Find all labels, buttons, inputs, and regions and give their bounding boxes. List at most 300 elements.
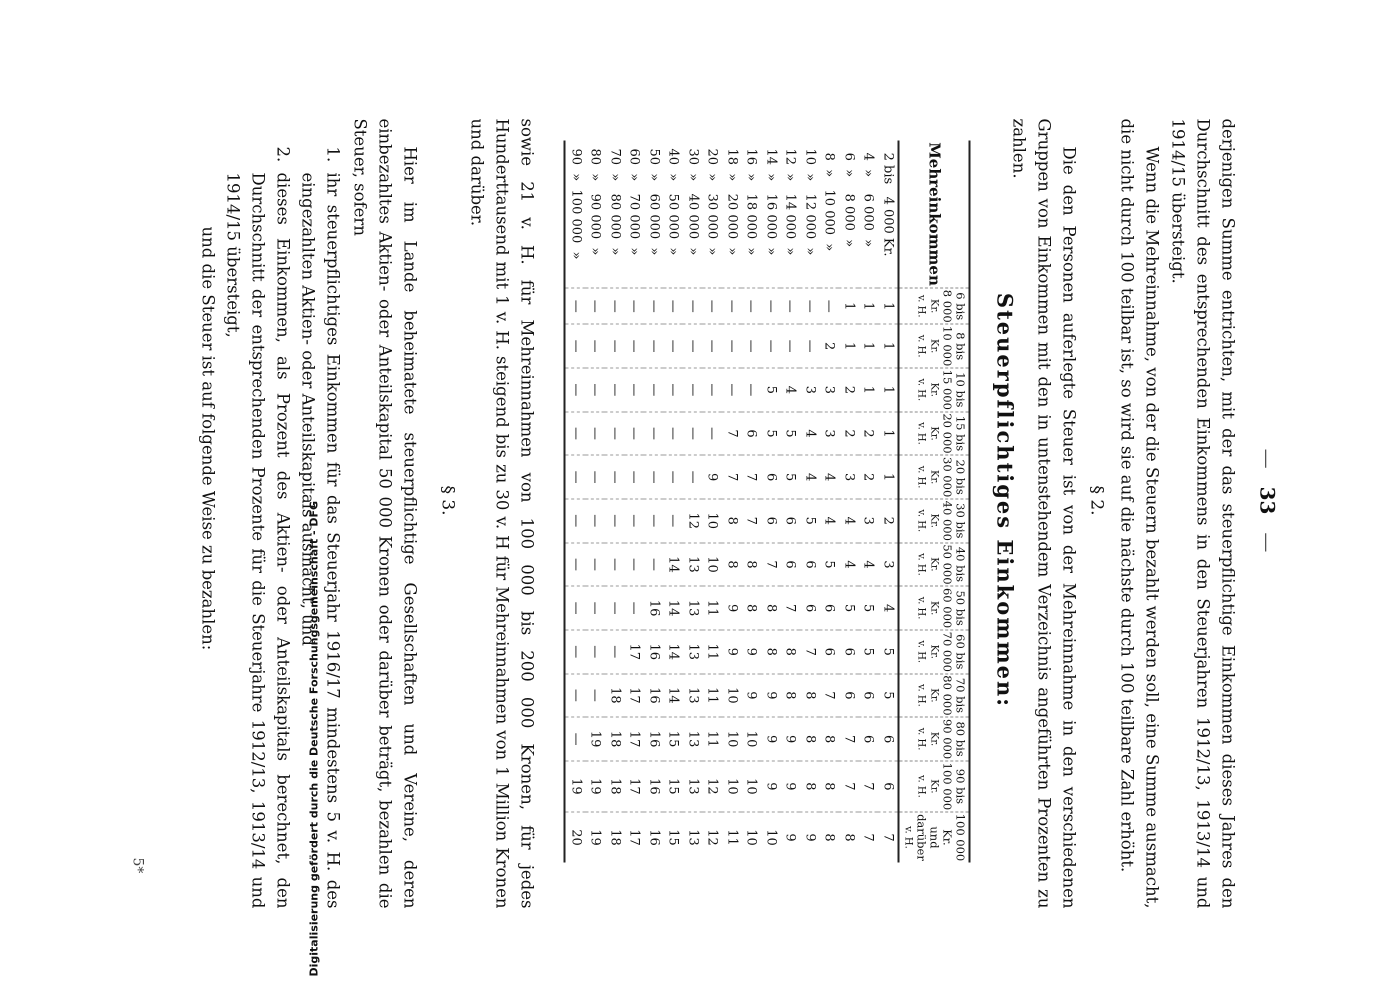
rate-cell: 16 [644, 761, 664, 812]
rate-cell: 1 [878, 368, 899, 412]
table-row [625, 141, 645, 863]
rate-cell: 6 [742, 412, 762, 456]
rate-cell: 16 [644, 812, 664, 863]
table-body [565, 141, 899, 863]
rate-cell: — [664, 368, 684, 412]
rate-cell: — [664, 288, 684, 324]
rate-cell: 6 [761, 499, 781, 543]
rate-cell: — [664, 455, 684, 499]
table-row [644, 141, 664, 863]
column-percent-label: v. H. [915, 727, 927, 751]
rate-cell: 7 [781, 586, 801, 630]
row-label: 30 » 40 000 » [685, 148, 701, 256]
column-range: 60 bis 70 000 [940, 631, 968, 672]
rate-cell: 6 [800, 543, 820, 587]
rate-cell: 3 [820, 368, 840, 412]
column-unit: Kr. [928, 513, 940, 528]
rate-cell: — [586, 324, 606, 368]
rate-cell: 2 [839, 412, 859, 456]
item-2-number: 2. [273, 146, 293, 163]
rate-cell: 17 [625, 761, 645, 812]
section-2-text: Die den Personen auferlegte Steuer ist von der Mehreinnahme in den verschiedenen Gruppen von Einkommen mit den in untenstehendem Verzeichnis angeführten Prozenten zu zahlen. [1009, 118, 1079, 909]
rate-cell: 4 [839, 543, 859, 587]
rate-cell: 5 [800, 499, 820, 543]
rate-cell: — [644, 324, 664, 368]
rate-cell: 9 [781, 717, 801, 761]
rate-cell: — [565, 412, 586, 456]
rate-cell: — [683, 368, 703, 412]
column-range: 20 bis 30 000 [940, 457, 968, 498]
rate-cell: — [664, 324, 684, 368]
rate-cell: 7 [800, 630, 820, 674]
rate-cell: — [586, 674, 606, 718]
column-unit: Kr. [928, 779, 940, 794]
column-unit: Kr. [928, 600, 940, 616]
rate-cell: 8 [722, 543, 742, 587]
rate-cell: 2 [878, 499, 899, 543]
rate-cell: — [800, 288, 820, 324]
rate-cell: 14 [664, 674, 684, 718]
rate-cell: — [722, 288, 742, 324]
column-range: 10 bis 15 000 [940, 369, 968, 410]
rate-cell: 9 [800, 812, 820, 863]
column-percent-label: v. H. [915, 509, 927, 533]
rate-cell: 4 [820, 455, 840, 499]
row-label: 18 » 20 000 » [724, 148, 740, 256]
column-header [899, 455, 970, 499]
table-row [742, 141, 762, 863]
rate-cell: 10 [703, 543, 723, 587]
rate-cell: 5 [878, 630, 899, 674]
column-range: 50 bis 60 000 [940, 587, 968, 629]
rate-cell: 18 [605, 717, 625, 761]
rate-cell: 15 [664, 717, 684, 761]
rate-cell: — [586, 368, 606, 412]
rate-cell: 8 [742, 586, 762, 630]
row-label: 10 » 12 000 » [802, 148, 818, 256]
table-row [800, 141, 820, 863]
rate-cell: 20 [565, 812, 586, 863]
column-range: 40 bis 50 000 [940, 544, 968, 585]
table-row [722, 141, 742, 863]
rate-cell: 18 [605, 674, 625, 718]
rate-cell: — [722, 368, 742, 412]
row-label: 12 » 14 000 » [782, 148, 798, 256]
rate-cell: — [565, 324, 586, 368]
rate-cell: — [625, 288, 645, 324]
rate-cell: 8 [820, 761, 840, 812]
column-range: 8 bis 10 000 [940, 326, 968, 367]
intro-paragraph-1: derjenigen Summe entrichten, mit der das steuerpflichtige Einkommen dieses Jahres den Durchschnitt des entsprechenden Einkommens in den Steuerjahren 1912/13, 1913/14 und 1914/15 übersteigt. [1168, 118, 1238, 909]
rate-cell: 1 [878, 455, 899, 499]
section-3-text: Hier im Lande beheimatete steuerpflichtige Gesellschaften und Vereine, deren einbezahltes Aktien- oder Anteilskapital 50 000 Kronen oder darüber beträgt, bezahlen die Steuer, sofern [350, 118, 420, 909]
rate-cell: 15 [664, 761, 684, 812]
digitization-note: Digitalisierung gefördert durch die Deutsche Forschungsgemeinschaft - DFG [307, 500, 321, 977]
rate-cell: 7 [839, 717, 859, 761]
rate-cell: 5 [878, 674, 899, 718]
rate-cell: — [664, 499, 684, 543]
rate-cell: 8 [761, 630, 781, 674]
rate-cell: — [605, 455, 625, 499]
column-unit: Kr. [928, 339, 940, 354]
rate-cell: 9 [742, 630, 762, 674]
rate-cell: — [605, 324, 625, 368]
page-number: —33— [1255, 448, 1280, 553]
rate-cell: 13 [683, 812, 703, 863]
rate-cell: 7 [859, 761, 879, 812]
column-percent-label: v. H. [915, 465, 927, 489]
rate-cell: 8 [800, 674, 820, 718]
rate-cell: 14 [664, 543, 684, 587]
row-label: 14 » 16 000 » [763, 148, 779, 256]
column-range: 70 bis 80 000 [940, 675, 968, 716]
rate-cell: 1 [839, 288, 859, 324]
rate-cell: 7 [878, 812, 899, 863]
rate-cell: 17 [625, 630, 645, 674]
rate-cell: — [644, 288, 664, 324]
rate-cell: 19 [565, 761, 586, 812]
rate-cell: 10 [742, 812, 762, 863]
rate-cell: 18 [605, 761, 625, 812]
rate-cell: — [683, 455, 703, 499]
rate-cell: 11 [703, 674, 723, 718]
section-2-title: § 2. [1086, 485, 1107, 516]
rate-cell: 5 [761, 368, 781, 412]
column-percent-label: v. H. [915, 334, 927, 358]
row-label: 40 » 50 000 » [665, 148, 681, 256]
rate-cell: 14 [664, 630, 684, 674]
rate-cell: 6 [820, 586, 840, 630]
rate-cell: 7 [859, 812, 879, 863]
table-row [820, 141, 840, 863]
rate-cell: 3 [800, 368, 820, 412]
rate-cell: 1 [859, 368, 879, 412]
table-row [859, 141, 879, 863]
rate-cell: — [565, 288, 586, 324]
rate-cell: 9 [761, 717, 781, 761]
rate-cell: 12 [703, 761, 723, 812]
column-percent-label: v. H. [915, 684, 927, 707]
rate-cell: 5 [859, 630, 879, 674]
item-1-number: 1. [323, 146, 343, 163]
table-row [839, 141, 859, 863]
rate-cell: 9 [722, 630, 742, 674]
column-percent-label: v. H. [915, 422, 927, 445]
table-row [664, 141, 684, 863]
section-3-title: § 3. [437, 485, 458, 516]
rate-cell: 6 [839, 630, 859, 674]
rate-cell: 6 [761, 455, 781, 499]
rate-cell: — [565, 717, 586, 761]
rate-cell: — [605, 288, 625, 324]
rate-cell: 11 [722, 812, 742, 863]
row-label: 80 » 90 000 » [587, 148, 603, 256]
column-percent-label: v. H. [915, 378, 927, 402]
rate-cell: 12 [703, 812, 723, 863]
rate-cell: 9 [781, 761, 801, 812]
rate-cell: 9 [761, 674, 781, 718]
rate-cell: 11 [703, 630, 723, 674]
rate-cell: — [605, 368, 625, 412]
column-range: 80 bis 90 000 [940, 718, 968, 760]
intro-paragraph-2: Wenn die Mehreinnahme, von der die Steuern bezahlt werden soll, eine Summe ausmacht, die nicht durch 100 teilbar ist, so wird sie auf die nächste durch 100 teilbare Zahl erhöht. [1117, 118, 1162, 909]
item-2-text: dieses Einkommen, als Prozent des Aktien- oder Anteilskapitals berechnet, den Durchschnitt der entsprechenden Prozente für die Steuerjahre 1912/13, 1913/14 und 1914/15 übersteigt, [223, 172, 293, 909]
rate-cell: — [625, 586, 645, 630]
rate-cell: 4 [839, 499, 859, 543]
rate-cell: — [644, 412, 664, 456]
row-label: 90 » 100 000 » [568, 148, 584, 260]
rate-cell: 2 [839, 368, 859, 412]
rate-cell: — [586, 586, 606, 630]
rate-cell: 6 [820, 630, 840, 674]
rate-cell: 11 [703, 586, 723, 630]
rate-cell: — [761, 324, 781, 368]
column-header [899, 761, 970, 812]
row-label: 60 » 70 000 » [626, 148, 642, 256]
rate-cell: 6 [781, 499, 801, 543]
rate-cell: 16 [644, 717, 664, 761]
column-unit: Kr. [928, 382, 940, 397]
rate-cell: — [644, 499, 664, 543]
rate-cell: 2 [820, 324, 840, 368]
rate-cell: — [605, 543, 625, 587]
rate-cell: — [820, 288, 840, 324]
column-header [899, 368, 970, 412]
rate-cell: 14 [664, 586, 684, 630]
column-range: 6 bis 8 000 [940, 289, 968, 323]
column-range: 100 000 Kr. und darüber [914, 813, 968, 862]
rate-cell: — [742, 368, 762, 412]
column-unit: Kr. [928, 426, 940, 441]
rate-cell: 4 [859, 543, 879, 587]
rate-cell: — [703, 412, 723, 456]
row-label: 2 bis 4 000 Kr. [880, 148, 896, 257]
rate-cell: 3 [839, 455, 859, 499]
column-unit: Kr. [928, 644, 940, 659]
column-header [899, 586, 970, 630]
column-header [899, 674, 970, 718]
rate-cell: — [586, 499, 606, 543]
rate-cell: — [605, 586, 625, 630]
table-row [565, 141, 586, 863]
rate-cell: — [565, 543, 586, 587]
rate-cell: — [625, 499, 645, 543]
rate-cell: 10 [722, 674, 742, 718]
column-header [899, 288, 970, 324]
rate-cell: 5 [761, 412, 781, 456]
rate-cell: 17 [625, 674, 645, 718]
table-row [605, 141, 625, 863]
signature-mark: 5* [129, 857, 146, 874]
rate-cell: 11 [703, 717, 723, 761]
column-unit: Kr. [928, 557, 940, 572]
rate-cell: 1 [859, 324, 879, 368]
rate-cell: 19 [586, 812, 606, 863]
rate-cell: — [565, 674, 586, 718]
rate-cell: 7 [761, 543, 781, 587]
rate-cell: — [664, 412, 684, 456]
rate-cell: 8 [839, 812, 859, 863]
column-range: 15 bis 20 000 [940, 413, 968, 454]
rate-cell: 6 [859, 674, 879, 718]
rate-cell: 18 [605, 812, 625, 863]
rate-cell: 4 [878, 586, 899, 630]
rate-cell: 5 [781, 412, 801, 456]
rate-cell: — [703, 288, 723, 324]
rate-cell: — [781, 324, 801, 368]
rate-cell: 10 [742, 761, 762, 812]
row-label: 70 » 80 000 » [607, 148, 623, 256]
rate-cell: 7 [839, 761, 859, 812]
rate-cell: — [644, 455, 664, 499]
column-percent-label: v. H. [915, 596, 927, 620]
rate-cell: — [605, 499, 625, 543]
rate-cell: 8 [761, 586, 781, 630]
section-3-closing: und die Steuer ist auf folgende Weise zu bezahlen: [198, 226, 218, 651]
tax-rate-table [564, 141, 971, 863]
rate-cell: 10 [722, 761, 742, 812]
rate-cell: — [625, 455, 645, 499]
rate-cell: 7 [742, 455, 762, 499]
column-unit: Kr. [928, 731, 940, 747]
rate-cell: — [742, 324, 762, 368]
rate-cell: — [781, 288, 801, 324]
rate-cell: 5 [859, 586, 879, 630]
row-label: 50 » 60 000 » [646, 148, 662, 256]
rate-cell: 7 [742, 499, 762, 543]
rate-cell: — [703, 368, 723, 412]
rate-cell: — [586, 412, 606, 456]
rate-cell: 6 [859, 717, 879, 761]
rate-cell: 9 [761, 761, 781, 812]
row-label: 8 » 10 000 » [821, 148, 837, 252]
row-label: 4 » 6 000 » [860, 148, 876, 248]
rate-cell: — [644, 543, 664, 587]
row-label: 20 » 30 000 » [704, 148, 720, 256]
rate-cell: — [565, 455, 586, 499]
rate-cell: — [586, 455, 606, 499]
rate-cell: 6 [800, 586, 820, 630]
rate-cell: 17 [625, 717, 645, 761]
table-header-row [899, 141, 970, 863]
column-unit: Kr. [928, 469, 940, 485]
rate-cell: — [625, 412, 645, 456]
document-page [0, 1, 1383, 1001]
rate-cell: 13 [683, 761, 703, 812]
after-table-text: sowie 21 v. H. für Mehreinnahmen von 100 000 bis 200 000 Kronen, für jedes Hunderttausend mit 1 v. H. steigend bis zu 30 v. H für Mehreinnahmen von 1 Million Kronen und darüber. [467, 118, 537, 909]
row-label: 16 » 18 000 » [743, 148, 759, 256]
rate-cell: 12 [683, 499, 703, 543]
column-percent-label: v. H. [915, 294, 927, 318]
rate-cell: — [565, 630, 586, 674]
rate-cell: 4 [800, 412, 820, 456]
row-header: Mehreinkommen [899, 141, 970, 289]
rate-cell: — [605, 630, 625, 674]
rate-cell: 8 [781, 630, 801, 674]
rate-cell: 4 [781, 368, 801, 412]
rate-cell: — [742, 288, 762, 324]
rate-cell: — [586, 543, 606, 587]
rate-cell: 1 [878, 288, 899, 324]
item-1-text: ihr steuerpflichtiges Einkommen für das Steuerjahr 1916/17 mindestens 5 v. H. des eingezahlten Aktien- oder Anteilskapitals ausmacht, und [298, 172, 343, 909]
column-header [899, 812, 970, 863]
rate-cell: — [565, 499, 586, 543]
rate-cell: 8 [820, 717, 840, 761]
rate-cell: 5 [820, 543, 840, 587]
rate-cell: 9 [722, 586, 742, 630]
rate-cell: 17 [625, 812, 645, 863]
column-header [899, 324, 970, 368]
rate-cell: 6 [878, 717, 899, 761]
table-row [781, 141, 801, 863]
rate-cell: — [565, 368, 586, 412]
rate-cell: — [605, 412, 625, 456]
rate-cell: 8 [781, 674, 801, 718]
rate-cell: — [683, 412, 703, 456]
rate-cell: 3 [859, 499, 879, 543]
rate-cell: 10 [761, 812, 781, 863]
rate-cell: 10 [722, 717, 742, 761]
rate-cell: 10 [703, 499, 723, 543]
rate-cell: — [800, 324, 820, 368]
rate-cell: — [565, 586, 586, 630]
rate-cell: 1 [878, 324, 899, 368]
table-row [683, 141, 703, 863]
rate-cell: 1 [839, 324, 859, 368]
table-row [878, 141, 899, 863]
rate-cell: — [644, 368, 664, 412]
rate-cell: 5 [839, 586, 859, 630]
rate-cell: 19 [586, 761, 606, 812]
column-percent-label: v. H. [915, 553, 927, 576]
rate-cell: 13 [683, 717, 703, 761]
row-label: 6 » 8 000 » [841, 148, 857, 248]
table-heading: Steuerpflichtiges Einkommen: [992, 292, 1018, 709]
rate-cell: — [683, 288, 703, 324]
rate-cell: 8 [800, 761, 820, 812]
rate-cell: 2 [859, 455, 879, 499]
rate-cell: 1 [878, 412, 899, 456]
rate-cell: — [761, 288, 781, 324]
rate-cell: 10 [742, 717, 762, 761]
rate-cell: 8 [800, 717, 820, 761]
rate-cell: — [722, 324, 742, 368]
rate-cell: 3 [878, 543, 899, 587]
rate-cell: 3 [820, 412, 840, 456]
rate-cell: 15 [664, 812, 684, 863]
rate-cell: 8 [742, 543, 762, 587]
rate-cell: 8 [820, 812, 840, 863]
rate-cell: 7 [820, 674, 840, 718]
rate-cell: 6 [781, 543, 801, 587]
rate-cell: 9 [781, 812, 801, 863]
table-row [586, 141, 606, 863]
rate-cell: 2 [859, 412, 879, 456]
rate-cell: 16 [644, 674, 664, 718]
column-header [899, 717, 970, 761]
column-percent-label: v. H. [915, 775, 927, 798]
rate-cell: 9 [703, 455, 723, 499]
rate-cell: 5 [781, 455, 801, 499]
table-row [761, 141, 781, 863]
column-percent-label: v. H. [902, 826, 914, 849]
rate-cell: 4 [800, 455, 820, 499]
column-unit: Kr. [928, 299, 940, 314]
rate-cell: 13 [683, 543, 703, 587]
rate-cell: 13 [683, 674, 703, 718]
rate-cell: — [703, 324, 723, 368]
rate-cell: 6 [839, 674, 859, 718]
